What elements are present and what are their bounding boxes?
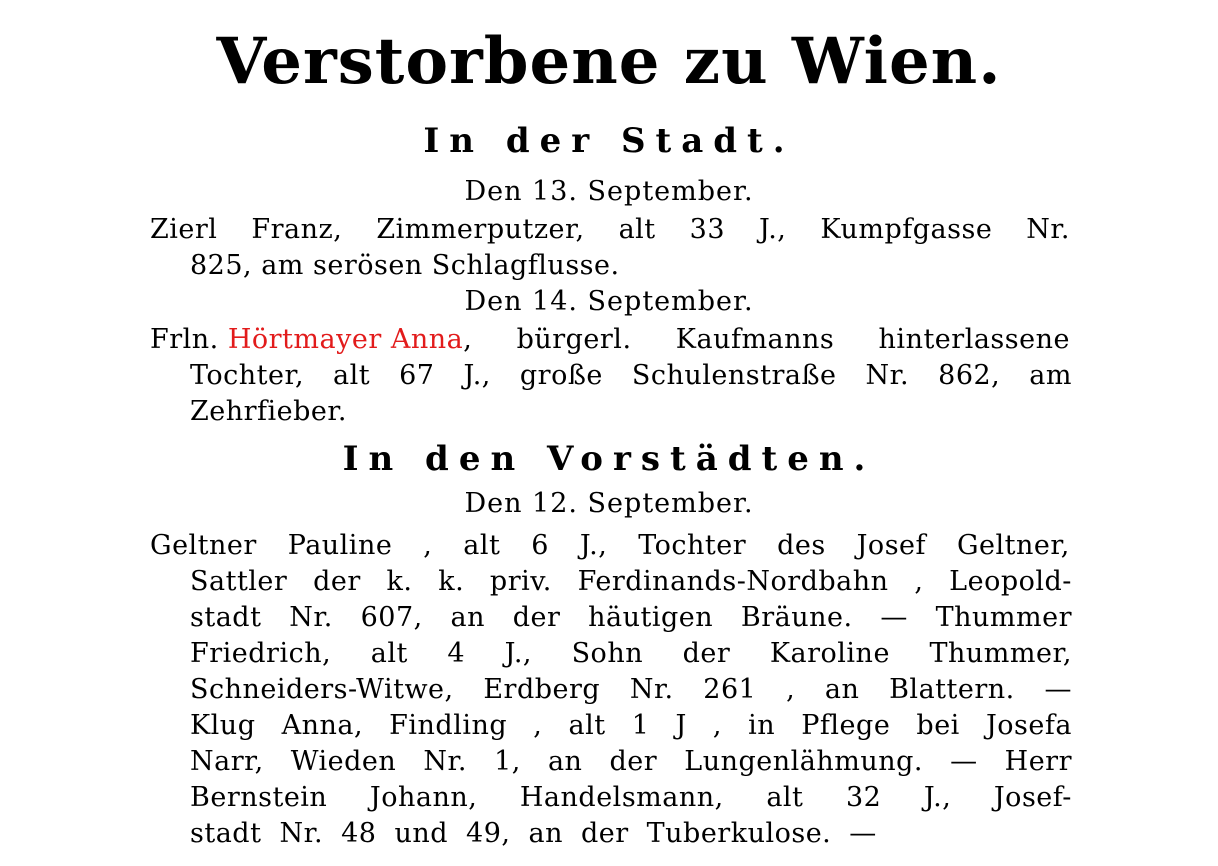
entry-word: Nr. — [865, 360, 910, 391]
entry-word: 49, — [466, 818, 511, 849]
highlighted-name: Hörtmayer Anna — [227, 324, 464, 355]
entry-word: Lungenlähmung. — [684, 746, 923, 777]
entry-text: Zehrfieber. — [190, 396, 347, 427]
entry-word: 67 — [399, 360, 435, 391]
entry-word: Bräune. — [740, 602, 853, 633]
entry-line — [150, 216, 1070, 243]
entry-word: des — [777, 530, 826, 561]
entry-word: und — [394, 818, 449, 849]
entry-word: Blattern. — [889, 674, 1015, 705]
entry-word: an — [824, 674, 860, 705]
entry-word: 48 — [341, 818, 377, 849]
entry-line — [150, 532, 1070, 559]
entry-word: Pauline — [287, 530, 393, 561]
entry-word: an — [528, 818, 563, 849]
entry-word: Nr. — [279, 818, 324, 849]
entry-word: — — [880, 602, 908, 633]
entry-word: der — [580, 818, 629, 849]
entry-word: , — [533, 710, 543, 741]
entry-word: große — [519, 360, 603, 391]
entry-word: an — [450, 602, 485, 633]
entry-word: Kaufmanns — [675, 324, 835, 355]
entry-word: Handelsmann, — [519, 782, 724, 813]
entry-word: Tochter, — [190, 360, 305, 391]
entry-word: 4 — [447, 638, 466, 669]
page-title: Verstorbene zu Wien. — [216, 24, 1002, 99]
entry-word: Pflege — [801, 710, 891, 741]
entry-word: Schulenstraße — [631, 360, 837, 391]
entry-word: am — [1029, 360, 1072, 391]
entry-word: Josef- — [993, 782, 1072, 813]
date-heading-14: Den 14. September. — [464, 286, 754, 317]
entry-word: Nr. — [289, 602, 333, 633]
entry-word: Anna, — [281, 710, 364, 741]
entry-word: Findling — [389, 710, 508, 741]
entry-word: alt — [766, 782, 804, 813]
entry-word: Tochter — [638, 530, 747, 561]
entry-word: 1, — [494, 746, 521, 777]
entry-word: Franz, — [251, 214, 343, 245]
entry-word: Leopold- — [949, 566, 1072, 597]
entry-word: , — [914, 566, 924, 597]
entry-line — [190, 362, 1072, 389]
entry-word: , — [786, 674, 796, 705]
entry-text: 825, am serösen Schlagflusse. — [190, 250, 620, 281]
entry-word: J., — [504, 638, 533, 669]
entry-word: 32 — [845, 782, 882, 813]
entry-word: alt — [370, 638, 408, 669]
entry-word: bei — [916, 710, 960, 741]
entry-word: Josefa — [985, 710, 1072, 741]
entry-line — [190, 640, 1072, 667]
entry-word: Herr — [1004, 746, 1072, 777]
section-heading-suburbs: In den Vorstädten. — [342, 439, 876, 479]
entry-word: 1 — [631, 710, 650, 741]
entry-line — [190, 568, 1072, 595]
entry-word: stadt — [190, 602, 262, 633]
entry-word: k. — [386, 566, 413, 597]
entry-word: alt — [333, 360, 371, 391]
entry-word: 862, — [938, 360, 1001, 391]
entry-word: Geltner, — [956, 530, 1070, 561]
entry-word: stadt — [190, 818, 262, 849]
entry-word: Karoline — [769, 638, 890, 669]
entry-word: Josef — [856, 530, 927, 561]
entry-word: alt — [463, 530, 501, 561]
entry-word: J — [675, 710, 687, 741]
entry-line: Frln. Hörtmayer Anna, bürgerl. Kaufmanns hinterlassene — [150, 324, 1070, 355]
entry-prefix: Frln. — [150, 324, 219, 355]
entry-word: 261 — [703, 674, 757, 705]
entry-word: Zierl — [150, 214, 218, 245]
entry-word: Narr, — [190, 746, 264, 777]
entry-word: 6 — [531, 530, 549, 561]
entry-word: in — [748, 710, 776, 741]
entry-word: der — [609, 746, 658, 777]
date-heading-12: Den 12. September. — [464, 488, 754, 519]
entry-word: der — [682, 638, 731, 669]
entry-word: — — [1044, 674, 1072, 705]
entry-line — [190, 676, 1072, 703]
entry-word: Nr. — [629, 674, 674, 705]
date-heading-13: Den 13. September. — [464, 176, 754, 207]
entry-word: Nr. — [423, 746, 468, 777]
entry-word: 607, — [360, 602, 423, 633]
entry-line — [190, 252, 1072, 279]
entry-word: , — [712, 710, 723, 741]
entry-line — [190, 712, 1072, 739]
entry-word: Friedrich, — [190, 638, 332, 669]
entry-word: hinterlassene — [878, 324, 1070, 355]
entry-word: Sattler — [190, 566, 288, 597]
section-heading-city: In der Stadt. — [423, 121, 795, 161]
entry-word: priv. — [489, 566, 552, 597]
entry-word: J., — [463, 360, 491, 391]
entry-word: J., — [579, 530, 608, 561]
entry-word: an — [547, 746, 583, 777]
entry-word: alt — [618, 214, 656, 245]
entry-word: häutigen — [588, 602, 714, 633]
entry-line — [190, 748, 1072, 775]
entry-word: der — [512, 602, 561, 633]
entry-line — [190, 784, 1072, 811]
entry-word: Erdberg — [483, 674, 601, 705]
entry-word: Schneiders-Witwe, — [190, 674, 454, 705]
entry-word: Geltner — [150, 530, 257, 561]
entry-line — [190, 820, 1072, 847]
entry-word: k. — [438, 566, 465, 597]
entry-word: Thummer, — [929, 638, 1072, 669]
entry-word: Bernstein — [190, 782, 328, 813]
entry-word: J., — [923, 782, 952, 813]
entry-word: bürgerl. — [516, 324, 632, 355]
entry-word: Zimmerputzer, — [376, 214, 585, 245]
entry-word: — — [849, 818, 877, 849]
entry-word: Wieden — [290, 746, 397, 777]
entry-word: Tuberkulose. — [646, 818, 832, 849]
entry-word: Klug — [190, 710, 256, 741]
entry-word: der — [313, 566, 361, 597]
entry-word: , — [423, 530, 433, 561]
entry-word: alt — [568, 710, 606, 741]
entry-word: Thummer — [935, 602, 1072, 633]
entry-word: 33 — [689, 214, 725, 245]
entry-word: Johann, — [369, 782, 478, 813]
entry-word: — — [950, 746, 978, 777]
entry-line — [190, 604, 1072, 631]
entry-word: Nr. — [1026, 214, 1070, 245]
entry-word: Kumpfgasse — [820, 214, 993, 245]
entry-word: Sohn — [571, 638, 644, 669]
entry-word: Ferdinands-Nordbahn — [577, 566, 889, 597]
entry-word: J., — [758, 214, 787, 245]
entry-line — [190, 398, 1072, 425]
